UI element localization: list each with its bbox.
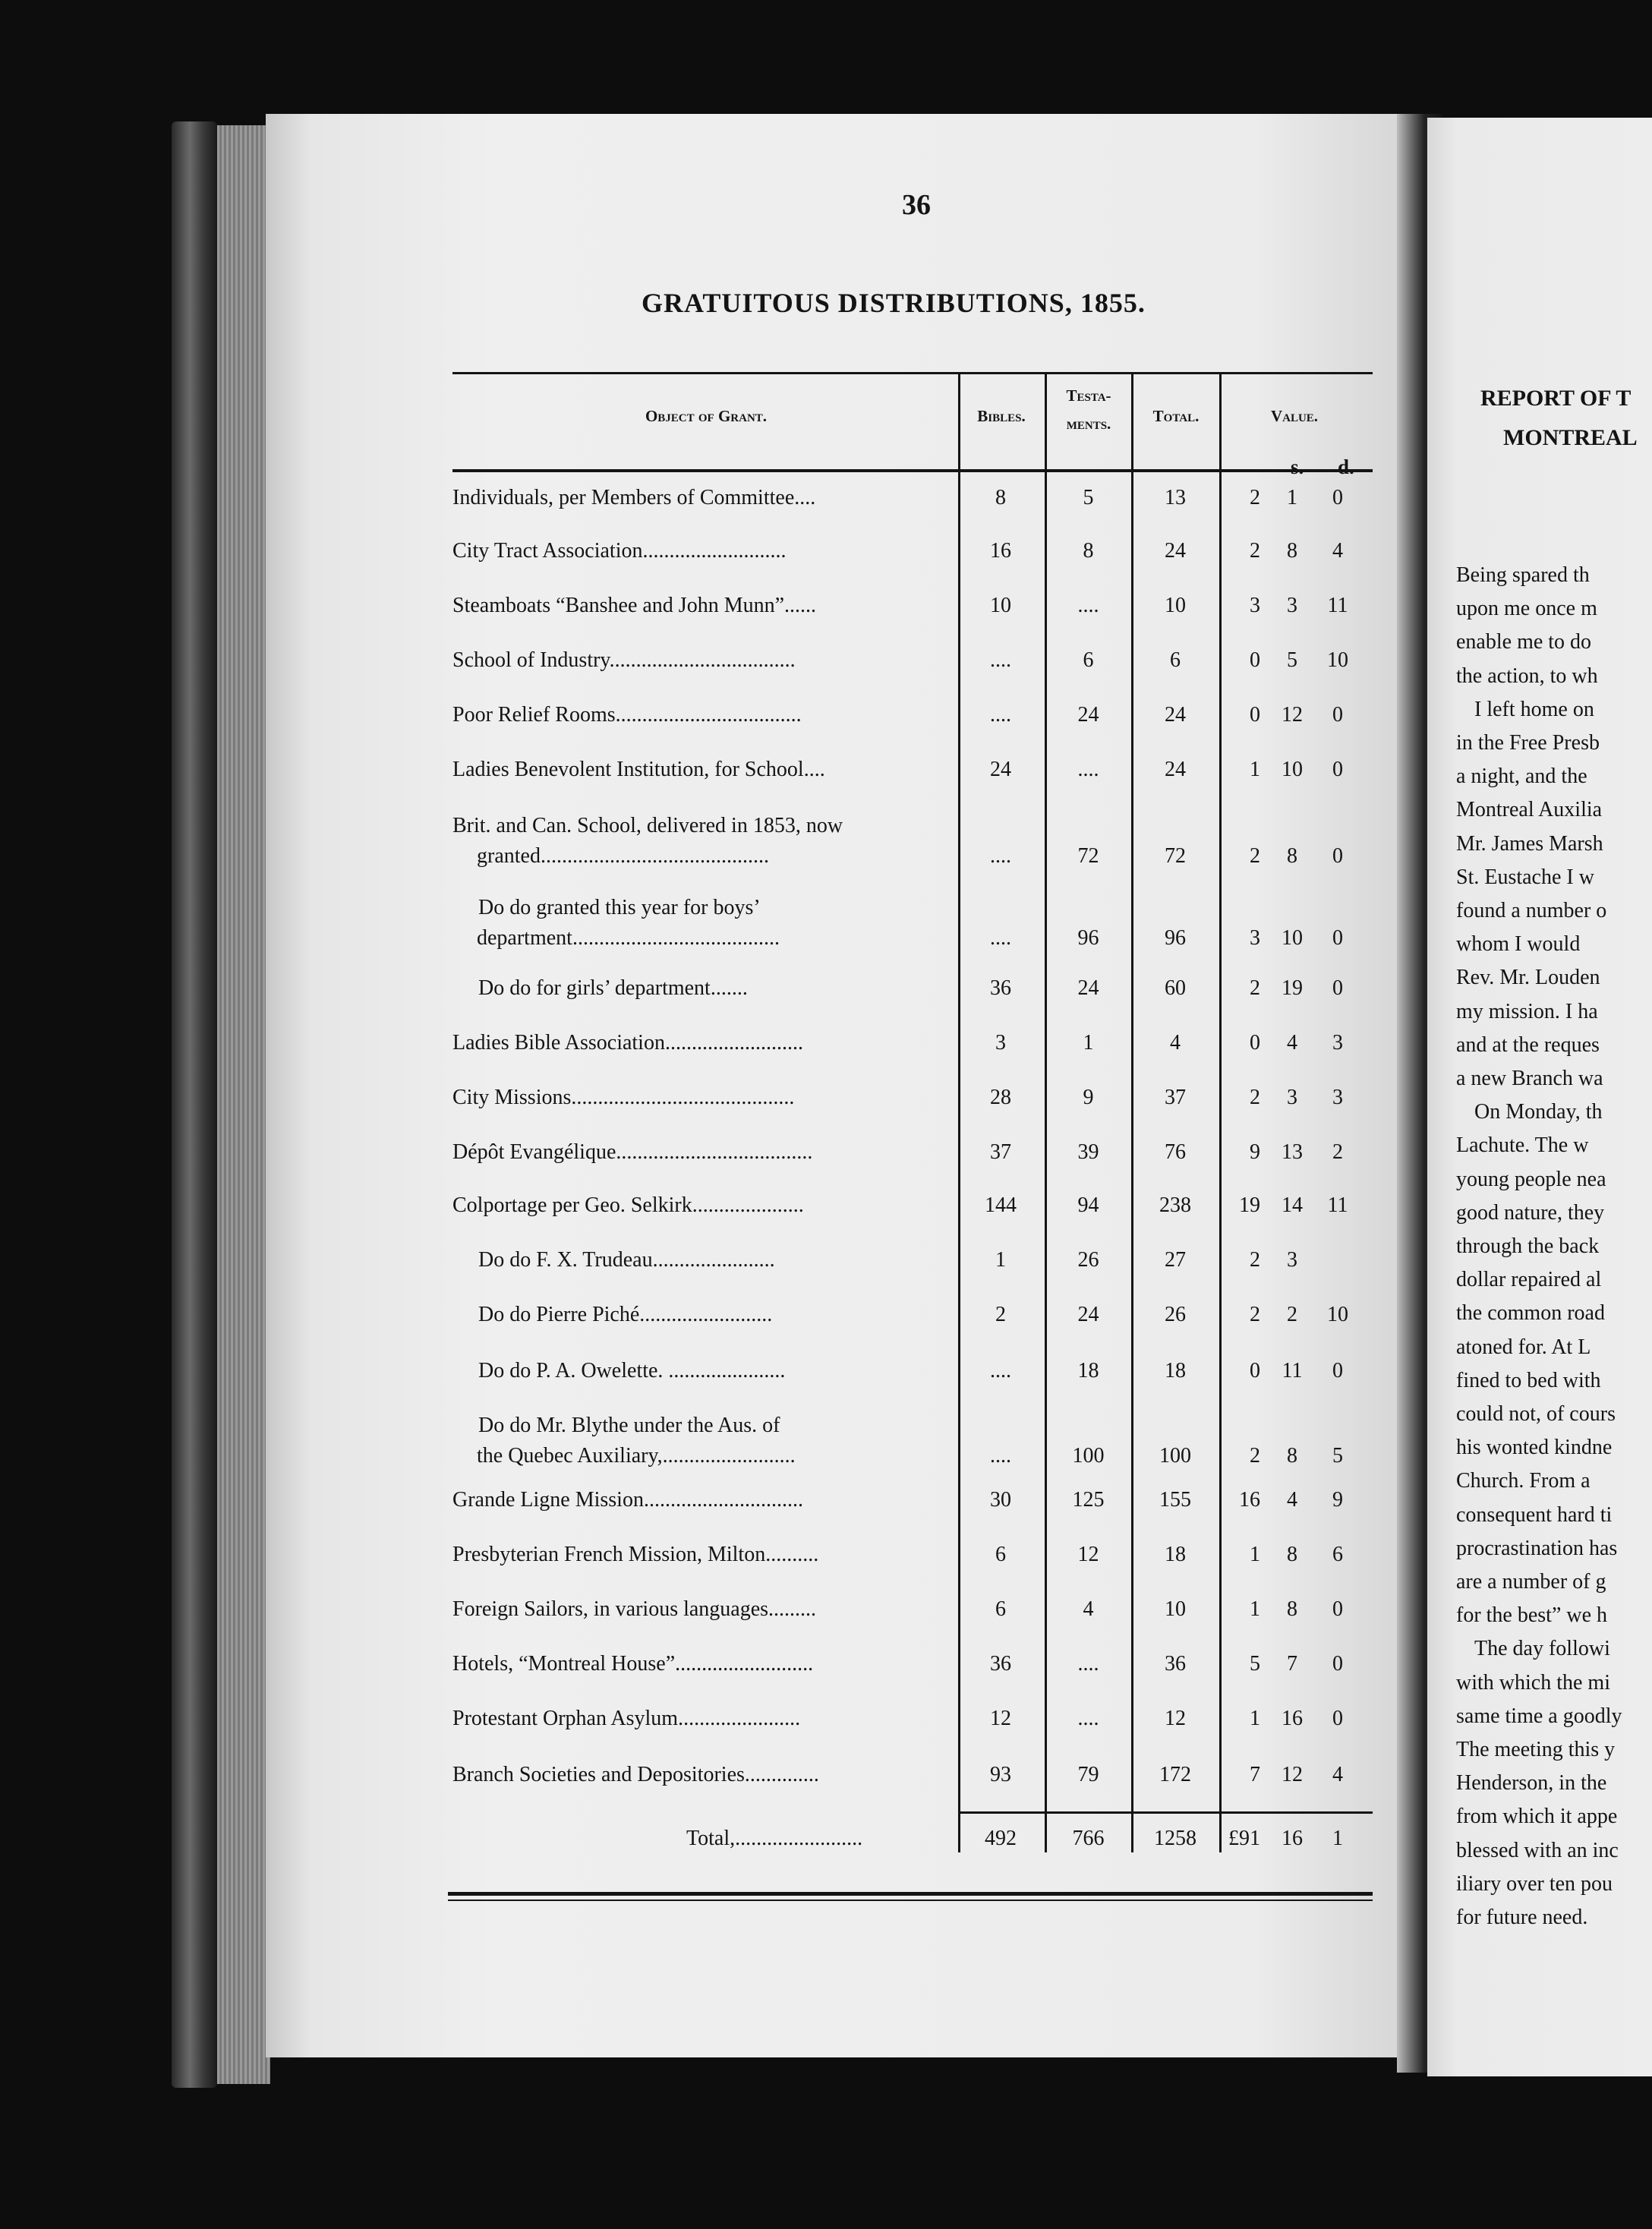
row-testaments: 4 (1083, 1597, 1094, 1621)
row-shillings: 3 (1287, 1086, 1297, 1109)
page-number: 36 (902, 189, 931, 221)
row-pounds: 0 (1250, 648, 1260, 672)
row-pounds: 1 (1250, 1543, 1260, 1566)
row-pence: 10 (1327, 1303, 1348, 1326)
table-row (0, 1707, 1652, 1745)
row-total: 36 (1165, 1652, 1186, 1676)
row-shillings: 7 (1287, 1652, 1297, 1676)
row-pence: 2 (1332, 1140, 1343, 1164)
row-bibles: 30 (990, 1488, 1011, 1512)
table-row (0, 1193, 1652, 1231)
row-total: 26 (1165, 1303, 1186, 1326)
row-testaments: 1 (1083, 1031, 1094, 1055)
row-bibles: 8 (995, 486, 1006, 509)
row-bibles: 28 (990, 1086, 1011, 1109)
row-testaments: 39 (1077, 1140, 1099, 1164)
total-bibles: 492 (985, 1827, 1017, 1850)
right-page-line: Being spared th (1456, 563, 1590, 587)
row-testaments: 6 (1083, 648, 1094, 672)
row-testaments: .... (1077, 594, 1099, 617)
right-page-line: with which the mi (1456, 1670, 1610, 1695)
row-pounds: 2 (1250, 976, 1260, 1000)
right-page-line: fined to bed with (1456, 1368, 1601, 1392)
row-shillings: 10 (1282, 758, 1303, 781)
table-row (0, 814, 1652, 868)
header-pence: d. (1338, 456, 1354, 478)
header-bottom-rule (452, 469, 1373, 472)
total-row (0, 1827, 1652, 1865)
right-page-line: young people nea (1456, 1167, 1606, 1191)
row-object: Colportage per Geo. Selkirk..................... (452, 1193, 804, 1217)
right-page-line: my mission. I ha (1456, 999, 1598, 1023)
row-total: 60 (1165, 976, 1186, 1000)
row-pounds: 0 (1250, 1031, 1260, 1055)
row-object: School of Industry................................... (452, 648, 796, 672)
row-bibles: 10 (990, 594, 1011, 617)
right-page-line: for the best” we h (1456, 1603, 1608, 1628)
total-shillings: 16 (1282, 1827, 1303, 1850)
right-page-line: the common road (1456, 1301, 1605, 1326)
row-bibles: 6 (995, 1597, 1006, 1621)
row-total: 155 (1159, 1488, 1191, 1512)
total-total: 1258 (1154, 1827, 1196, 1850)
total-top-rule (958, 1811, 1373, 1814)
row-pounds: 19 (1239, 1193, 1260, 1217)
right-page-line: Mr. James Marsh (1456, 831, 1603, 856)
row-bibles: .... (990, 926, 1011, 950)
right-page-line: Lachute. The w (1456, 1133, 1589, 1158)
row-object-continued: department....................................... (477, 926, 780, 950)
row-object-continued: granted........................................... (477, 844, 769, 868)
table-row (0, 758, 1652, 796)
right-page-line: are a number of g (1456, 1570, 1606, 1594)
row-testaments: 94 (1077, 1193, 1099, 1217)
page-title: GRATUITOUS DISTRIBUTIONS, 1855. (642, 288, 1146, 318)
row-bibles: 12 (990, 1707, 1011, 1730)
row-pence: 4 (1332, 1763, 1343, 1786)
row-pence: 3 (1332, 1031, 1343, 1055)
row-total: 27 (1165, 1248, 1186, 1272)
right-page-line: and at the reques (1456, 1033, 1600, 1057)
row-pounds: 0 (1250, 703, 1260, 727)
row-shillings: 1 (1287, 486, 1297, 509)
row-pounds: 16 (1239, 1488, 1260, 1512)
row-shillings: 10 (1282, 926, 1303, 950)
table-row (0, 1543, 1652, 1581)
row-object-continued: the Quebec Auxiliary,......................... (477, 1444, 796, 1468)
table-row (0, 648, 1652, 686)
row-object: Protestant Orphan Asylum....................... (452, 1707, 801, 1730)
table-row (0, 1031, 1652, 1069)
row-pence: 4 (1332, 539, 1343, 563)
row-object: Presbyterian French Mission, Milton.......... (452, 1543, 819, 1566)
right-page-line: from which it appe (1456, 1805, 1618, 1829)
row-pounds: 2 (1250, 539, 1260, 563)
right-page-line: The day followi (1474, 1637, 1610, 1661)
right-page-line: The meeting this y (1456, 1738, 1616, 1761)
row-testaments: .... (1077, 758, 1099, 781)
row-testaments: 79 (1077, 1763, 1099, 1786)
row-shillings: 12 (1282, 703, 1303, 727)
row-bibles: 24 (990, 758, 1011, 781)
row-pence: 9 (1332, 1488, 1343, 1512)
header-testaments-2: ments. (1066, 415, 1111, 433)
row-testaments: 5 (1083, 486, 1094, 509)
table-row (0, 1488, 1652, 1526)
row-pounds: 9 (1250, 1140, 1260, 1164)
row-pence: 11 (1327, 1193, 1348, 1217)
row-testaments: 18 (1077, 1359, 1099, 1382)
row-pounds: 2 (1250, 844, 1260, 868)
row-pounds: 0 (1250, 1359, 1260, 1382)
row-total: 24 (1165, 539, 1186, 563)
right-page-line: upon me once m (1456, 597, 1597, 621)
row-pounds: 5 (1250, 1652, 1260, 1676)
row-bibles: 6 (995, 1543, 1006, 1566)
row-shillings: 13 (1282, 1140, 1303, 1164)
row-bibles: 36 (990, 976, 1011, 1000)
row-pounds: 7 (1250, 1763, 1260, 1786)
right-page-line: procrastination has (1456, 1536, 1618, 1560)
row-total: 72 (1165, 844, 1186, 868)
row-total: 172 (1159, 1763, 1191, 1786)
table-row (0, 976, 1652, 1014)
row-bibles: 36 (990, 1652, 1011, 1676)
row-shillings: 3 (1287, 1248, 1297, 1272)
row-testaments: 8 (1083, 539, 1094, 563)
row-shillings: 3 (1287, 594, 1297, 617)
table-bottom-rule-thin (448, 1900, 1373, 1901)
row-total: 12 (1165, 1707, 1186, 1730)
right-page-line: I left home on (1474, 697, 1594, 721)
row-shillings: 8 (1287, 1444, 1297, 1468)
row-shillings: 8 (1287, 1597, 1297, 1621)
row-total: 10 (1165, 594, 1186, 617)
row-bibles: .... (990, 1359, 1011, 1382)
row-bibles: .... (990, 1444, 1011, 1468)
table-row (0, 703, 1652, 741)
row-testaments: 12 (1077, 1543, 1099, 1566)
row-object: Ladies Bible Association.......................... (452, 1031, 803, 1055)
row-shillings: 4 (1287, 1488, 1297, 1512)
table-bottom-rule (448, 1892, 1373, 1896)
header-bibles: Bibles. (977, 407, 1026, 425)
row-pence: 0 (1332, 976, 1343, 1000)
right-page-line: his wonted kindne (1456, 1436, 1613, 1460)
right-page-line: the action, to wh (1456, 664, 1598, 688)
row-object: Dépôt Evangélique..................................... (452, 1140, 813, 1164)
row-bibles: 2 (995, 1303, 1006, 1326)
right-page-line: same time a goodly (1456, 1704, 1622, 1728)
row-testaments: 96 (1077, 926, 1099, 950)
table-row (0, 594, 1652, 632)
right-page-line: Church. From a (1456, 1469, 1591, 1493)
row-pence: 0 (1332, 1707, 1343, 1730)
table-row (0, 1248, 1652, 1286)
row-pounds: 1 (1250, 758, 1260, 781)
row-bibles: 93 (990, 1763, 1011, 1786)
row-pounds: 2 (1250, 486, 1260, 509)
right-page-line: a night, and the (1456, 765, 1587, 789)
row-pence: 10 (1327, 648, 1348, 672)
right-page-line: dollar repaired al (1456, 1268, 1602, 1292)
row-shillings: 5 (1287, 648, 1297, 672)
table-row (0, 539, 1652, 577)
header-total: Total. (1152, 407, 1200, 425)
row-bibles: 16 (990, 539, 1011, 563)
row-object: Do do granted this year for boys’ (478, 896, 761, 919)
row-pence: 0 (1332, 758, 1343, 781)
right-page-line: could not, of cours (1456, 1402, 1616, 1426)
row-total: 76 (1165, 1140, 1186, 1164)
table-row (0, 1763, 1652, 1801)
table-row (0, 1359, 1652, 1397)
row-object: Grande Ligne Mission.............................. (452, 1488, 803, 1512)
table-row (0, 1414, 1652, 1468)
row-testaments: 24 (1077, 976, 1099, 1000)
row-testaments: 26 (1077, 1248, 1099, 1272)
row-pounds: 1 (1250, 1597, 1260, 1621)
row-testaments: 24 (1077, 703, 1099, 727)
header-testaments-1: Testa- (1066, 386, 1111, 405)
row-shillings: 16 (1282, 1707, 1303, 1730)
right-page-line: through the back (1456, 1234, 1600, 1258)
right-page-line: iliary over ten pou (1456, 1871, 1613, 1896)
row-object: City Tract Association........................... (452, 539, 787, 563)
row-pence: 11 (1327, 594, 1348, 617)
row-object: Do do Mr. Blythe under the Aus. of (478, 1414, 780, 1437)
row-shillings: 19 (1282, 976, 1303, 1000)
row-pence: 0 (1332, 1652, 1343, 1676)
row-pounds: 2 (1250, 1086, 1260, 1109)
row-object: Poor Relief Rooms................................... (452, 703, 802, 727)
table-row (0, 486, 1652, 524)
row-shillings: 8 (1287, 539, 1297, 563)
right-page-line: in the Free Presb (1456, 731, 1600, 755)
row-object: Hotels, “Montreal House”.......................... (452, 1652, 814, 1676)
right-page-line: Montreal Auxilia (1456, 798, 1603, 822)
row-pounds: 2 (1250, 1248, 1260, 1272)
right-page-line: found a number o (1456, 899, 1607, 922)
header-value: Value. (1270, 407, 1319, 425)
right-page-line: atoned for. At L (1456, 1335, 1591, 1359)
row-testaments: 125 (1072, 1488, 1105, 1512)
right-page-line: Rev. Mr. Louden (1456, 966, 1600, 990)
row-object: Do do Pierre Piché......................... (478, 1303, 773, 1326)
row-bibles: 144 (985, 1193, 1017, 1217)
row-object: Do do for girls’ department....... (478, 976, 748, 1000)
row-pence: 5 (1332, 1444, 1343, 1468)
header-shillings: s. (1291, 456, 1304, 478)
right-page-line: for future need. (1456, 1906, 1588, 1929)
row-total: 238 (1159, 1193, 1191, 1217)
right-page-line: On Monday, th (1474, 1100, 1603, 1124)
row-object: Individuals, per Members of Committee.... (452, 486, 816, 509)
right-page-line: St. Eustache I w (1456, 865, 1594, 889)
row-object: Ladies Benevolent Institution, for School.... (452, 758, 825, 781)
row-object: Branch Societies and Depositories.............. (452, 1763, 819, 1786)
right-page-line: consequent hard ti (1456, 1502, 1613, 1527)
row-pence: 0 (1332, 703, 1343, 727)
row-bibles: .... (990, 844, 1011, 868)
row-object: City Missions.......................................... (452, 1086, 795, 1109)
row-testaments: .... (1077, 1652, 1099, 1676)
row-testaments: 9 (1083, 1086, 1094, 1109)
row-pence: 0 (1332, 486, 1343, 509)
row-shillings: 4 (1287, 1031, 1297, 1055)
row-bibles: .... (990, 703, 1011, 727)
row-pounds: 1 (1250, 1707, 1260, 1730)
row-object: Steamboats “Banshee and John Munn”...... (452, 594, 817, 617)
row-pounds: 3 (1250, 594, 1260, 617)
table-top-rule (452, 372, 1373, 374)
row-total: 10 (1165, 1597, 1186, 1621)
table-row (0, 1086, 1652, 1124)
total-pounds: £91 (1228, 1827, 1260, 1850)
row-pence: 0 (1332, 1597, 1343, 1621)
row-bibles: 1 (995, 1248, 1006, 1272)
right-page-line: whom I would (1456, 932, 1581, 957)
right-page-title-2: MONTREAL (1503, 425, 1638, 450)
row-pence: 0 (1332, 926, 1343, 950)
row-total: 96 (1165, 926, 1186, 950)
row-shillings: 8 (1287, 1543, 1297, 1566)
row-pounds: 2 (1250, 1444, 1260, 1468)
right-page-line: enable me to do (1456, 630, 1592, 654)
row-object: Brit. and Can. School, delivered in 1853, now (452, 814, 843, 837)
row-shillings: 14 (1282, 1193, 1303, 1217)
row-pence: 0 (1332, 1359, 1343, 1382)
row-shillings: 11 (1282, 1359, 1303, 1382)
table-row (0, 1597, 1652, 1635)
row-pounds: 2 (1250, 1303, 1260, 1326)
row-total: 37 (1165, 1086, 1186, 1109)
right-page-line: Henderson, in the (1456, 1771, 1607, 1795)
row-testaments: 72 (1077, 844, 1099, 868)
row-object: Foreign Sailors, in various languages......... (452, 1597, 817, 1621)
right-page-line: blessed with an inc (1456, 1838, 1619, 1862)
row-pence: 6 (1332, 1543, 1343, 1566)
row-shillings: 8 (1287, 844, 1297, 868)
table-row (0, 1140, 1652, 1178)
row-object: Do do P. A. Owelette. ...................... (478, 1359, 786, 1382)
table-row (0, 1303, 1652, 1341)
header-object: Object of Grant. (645, 407, 768, 425)
row-object: Do do F. X. Trudeau....................... (478, 1248, 775, 1272)
row-bibles: .... (990, 648, 1011, 672)
row-testaments: 24 (1077, 1303, 1099, 1326)
row-bibles: 3 (995, 1031, 1006, 1055)
row-shillings: 12 (1282, 1763, 1303, 1786)
row-pounds: 3 (1250, 926, 1260, 950)
table-row (0, 1652, 1652, 1690)
row-total: 4 (1170, 1031, 1181, 1055)
right-page-line: a new Branch wa (1456, 1067, 1603, 1090)
total-pence: 1 (1332, 1827, 1343, 1850)
row-total: 18 (1165, 1359, 1186, 1382)
right-page-line: good nature, they (1456, 1200, 1605, 1225)
row-testaments: .... (1077, 1707, 1099, 1730)
total-label: Total,........................ (686, 1827, 863, 1850)
row-total: 13 (1165, 486, 1186, 509)
row-bibles: 37 (990, 1140, 1011, 1164)
row-total: 100 (1159, 1444, 1191, 1468)
row-total: 24 (1165, 758, 1186, 781)
row-total: 6 (1170, 648, 1181, 672)
row-total: 18 (1165, 1543, 1186, 1566)
row-pence: 3 (1332, 1086, 1343, 1109)
right-page-title-1: REPORT OF T (1480, 386, 1632, 411)
row-testaments: 100 (1072, 1444, 1105, 1468)
row-shillings: 2 (1287, 1303, 1297, 1326)
row-pence: 0 (1332, 844, 1343, 868)
total-testaments: 766 (1072, 1827, 1105, 1850)
row-total: 24 (1165, 703, 1186, 727)
